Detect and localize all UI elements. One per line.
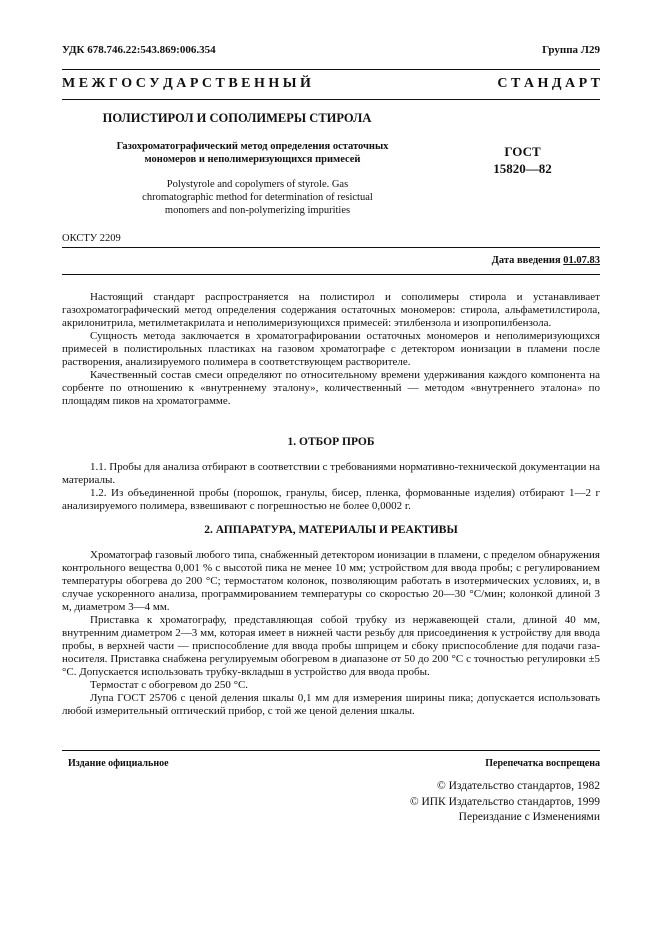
divider-date	[62, 274, 600, 275]
section-paragraph: Термостат с обогревом до 250 °С.	[90, 679, 249, 691]
document-title: ПОЛИСТИРОЛ И СОПОЛИМЕРЫ СТИРОЛА	[102, 111, 372, 125]
udk-code: УДК 678.746.22:543.869:006.354	[62, 44, 216, 56]
section-sampling-text	[62, 461, 600, 513]
intro-paragraph: Настоящий стандарт распространяется на полистирол и сополимеры стирола и устанавливает газохроматографический метод определения содержания остаточных мономеров: стирола, альфаметилстирола, акрилонитрила, метилметакрилата и неполимеризующихся примесей: этилбензола и изопропилбензола.	[62, 291, 600, 329]
gost-number: 15820—82	[493, 161, 552, 176]
okstu-code: ОКСТУ 2209	[62, 233, 121, 244]
banner-word-interstate: М Е Ж Г О С У Д А Р С Т В Е Н Н Ы Й	[62, 76, 311, 91]
banner-word-standard: С Т А Н Д А Р Т	[497, 76, 600, 91]
section-paragraph: 1.1. Пробы для анализа отбирают в соответствии с требованиями нормативно-технической документации на материалы.	[62, 461, 600, 486]
section-paragraph: 1.2. Из объединенной пробы (порошок, гранулы, бисер, пленка, формованные изделия) отбирают 1—2 г анализируемого полимера, взвешивают с погрешностью не более 0,0002 г.	[62, 487, 600, 512]
effective-date-value: 01.07.83	[563, 255, 600, 266]
gost-label: ГОСТ	[504, 144, 541, 159]
effective-date	[492, 255, 600, 266]
intro-paragraph: Сущность метода заключается в хроматографировании остаточных мономеров и неполимеризующихся примесей в полистирольных пластиках на газовом хроматографе с детектором ионизации в пламени после растворения, анализируемого полимера в соответствующем растворителе.	[62, 330, 600, 368]
section-paragraph: Лупа ГОСТ 25706 с ценой деления шкалы 0,1 мм для измерения ширины пика; допускается использовать любой измерительный оптический прибор, с той же ценой деления шкалы.	[62, 692, 600, 717]
section-paragraph: Хроматограф газовый любого типа, снабженный детектором ионизации в пламени, с пределом обнаружения контрольного вещества 0,001 % с высотой пика не менее 10 мм; устройством для ввода пробы; с регулированием температуры обогрева до 200 °С; термостатом колонок, позволяющим работать в изотермических условиях, и, в случае ускоренного анализа, программированием температуры со скоростью 20—30 °С/мин; колонкой длиной 3 м, диаметром 3—4 мм.	[62, 549, 600, 613]
official-edition-label: Издание официальное	[68, 758, 169, 769]
divider-banner	[62, 99, 600, 100]
divider-okstu	[62, 247, 600, 248]
intro-text	[62, 291, 600, 408]
intro-paragraph: Качественный состав смеси определяют по относительному времени удерживания каждого компонента на сорбенте по отношению к «внутреннему эталону», количественный — методом «внутреннего эталона» по площадям пиков на хроматограмме.	[62, 369, 600, 407]
group-code: Группа Л29	[542, 44, 600, 56]
english-title: Polystyrole and copolymers of styrole. Gas chromatographic method for determination of resictual monomers and non-polymerizing impurities	[142, 179, 373, 216]
copyright-line: © Издательство стандартов, 1982	[436, 780, 600, 792]
divider-bottom	[62, 750, 600, 751]
gost-designation	[475, 143, 570, 177]
section-heading-sampling: 1. ОТБОР ПРОБ	[287, 436, 375, 448]
divider-top	[62, 69, 600, 70]
standard-banner	[62, 76, 600, 92]
document-subtitle: Газохроматографический метод определения остаточных мономеров и неполимеризующихся примесей	[116, 141, 389, 165]
effective-date-label: Дата введения	[491, 255, 561, 266]
section-heading-apparatus: 2. АППАРАТУРА, МАТЕРИАЛЫ И РЕАКТИВЫ	[204, 524, 458, 536]
copyright-line: © ИПК Издательство стандартов, 1999	[409, 796, 600, 808]
reissue-note: Переиздание с Изменениями	[458, 811, 600, 823]
reprint-notice: Перепечатка воспрещена	[485, 758, 600, 769]
section-paragraph: Приставка к хроматографу, представляющая собой трубку из нержавеющей стали, длиной 40 мм, внутренним диаметром 2—3 мм, которая имеет в нижней части резьбу для присоединения к устройству для ввода пробы, в верхней части — приспособление для ввода пробы шприцем и сбоку приспособление для подачи газа-носителя. Приставка снабжена регулируемым обогревом в диапазоне от 50 до 200 °С с точностью регулировки ±5 °С. Допускается использовать трубку-вкладыш в устройство для ввода пробы.	[62, 614, 600, 678]
section-apparatus-text	[62, 549, 600, 718]
